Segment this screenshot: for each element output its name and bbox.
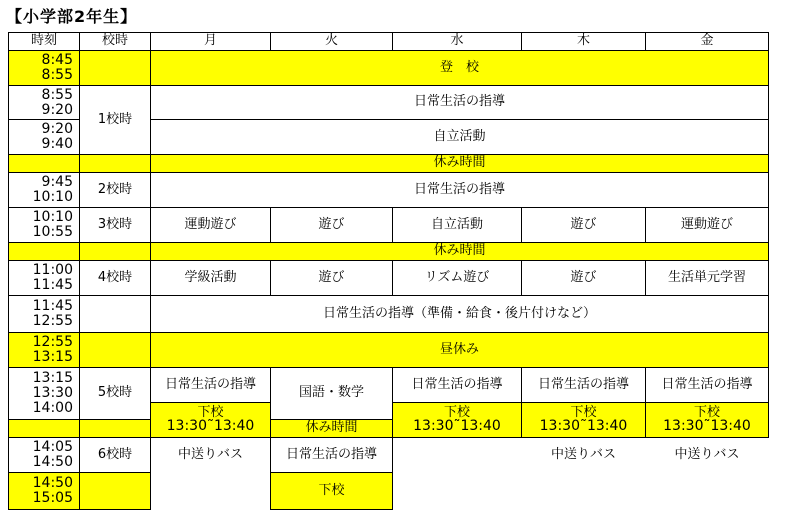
time-end: 8:55 [41, 67, 73, 83]
period-cell [79, 295, 151, 333]
period-label: 2校時 [79, 172, 151, 208]
fri-cell: 生活単元学習 [645, 260, 769, 296]
dismiss-time: 13:30˜13:40 [166, 418, 255, 435]
time-end: 15:05 [32, 490, 73, 506]
time-cell [8, 367, 80, 420]
time-end: 9:40 [41, 136, 73, 152]
fri-dismiss-cell [645, 402, 769, 438]
mon-cell: 運動遊び [150, 207, 271, 243]
wed-cell: リズム遊び [392, 260, 522, 296]
header-mon: 月 [150, 32, 271, 51]
period-cell [79, 50, 151, 86]
header-time: 時刻 [8, 32, 80, 51]
wed-cell: 自立活動 [392, 207, 522, 243]
time-cell [8, 295, 80, 333]
tue-dismiss-cell: 下校 [270, 472, 393, 510]
period-label: 1校時 [79, 85, 151, 155]
tue-cell: 遊び [270, 207, 393, 243]
time-end: 10:55 [32, 224, 73, 240]
break-time-cell [8, 419, 80, 438]
time-end: 12:55 [32, 313, 73, 329]
arrival-cell: 登 校 [150, 50, 769, 86]
dismiss-time: 13:30˜13:40 [663, 418, 751, 435]
time-start: 8:45 [41, 52, 73, 69]
thu-cell: 日常生活の指導 [521, 367, 646, 403]
tue-cell: 遊び [270, 260, 393, 296]
dismiss-label: 下校 [693, 404, 720, 420]
activity-cell: 自立活動 [150, 119, 769, 155]
time-cell [8, 332, 80, 368]
thu-cell: 遊び [521, 260, 646, 296]
tue-cell: 国語・数学 [270, 367, 393, 420]
mon-cell: 中送りバス [177, 446, 243, 462]
time-start: 9:45 [41, 174, 73, 191]
break-cell: 休み時間 [150, 154, 769, 173]
period-cell [79, 332, 151, 368]
time-end: 9:20 [41, 101, 73, 118]
time-start: 14:05 [32, 439, 73, 456]
time-start: 10:10 [32, 209, 73, 226]
header-fri: 金 [645, 32, 769, 51]
period-cell [79, 472, 151, 510]
time-cell [8, 172, 80, 208]
thu-cell: 遊び [521, 207, 646, 243]
time-start: 8:55 [41, 86, 73, 103]
thu-cell: 中送りバス [550, 446, 616, 462]
time-cell [8, 50, 80, 86]
header-tue: 火 [270, 32, 393, 51]
tue-cell: 日常生活の指導 [270, 437, 393, 473]
header-wed: 水 [392, 32, 522, 51]
break-period-cell [79, 154, 151, 173]
time-end: 10:10 [32, 189, 73, 205]
thu-dismiss-cell [521, 402, 646, 438]
time-cell [8, 85, 80, 120]
time-cell [8, 437, 80, 473]
time-start: 11:00 [32, 262, 73, 279]
wed-dismiss-cell [392, 402, 522, 438]
time-mid: 13:30 [32, 385, 73, 402]
time-end: 14:00 [32, 399, 73, 416]
time-cell [8, 207, 80, 243]
mon-cell: 日常生活の指導 [150, 367, 271, 403]
wed-cell: 日常生活の指導 [392, 367, 522, 403]
header-period: 校時 [79, 32, 151, 51]
time-cell [8, 119, 80, 155]
period-label: 3校時 [79, 207, 151, 243]
dismiss-label: 下校 [197, 404, 224, 420]
fri-cell: 運動遊び [645, 207, 769, 243]
break-time-cell [8, 154, 80, 173]
time-start: 14:50 [32, 475, 73, 492]
time-end: 14:50 [32, 454, 73, 470]
time-cell [8, 472, 80, 510]
time-cell [8, 260, 80, 296]
time-start: 12:55 [32, 334, 73, 351]
time-end: 13:15 [32, 349, 73, 365]
dismiss-time: 13:30˜13:40 [539, 418, 628, 435]
activity-cell: 日常生活の指導（準備・給食・後片付けなど） [150, 295, 769, 333]
lunch-break-cell: 昼休み [150, 332, 769, 368]
break-cell: 休み時間 [150, 242, 769, 261]
activity-cell: 日常生活の指導 [150, 85, 769, 120]
activity-cell: 日常生活の指導 [150, 172, 769, 208]
mon-cell: 学級活動 [150, 260, 271, 296]
fri-cell: 日常生活の指導 [645, 367, 769, 403]
break-time-cell [8, 242, 80, 261]
dismiss-label: 下校 [570, 404, 597, 420]
period-label: 4校時 [79, 260, 151, 296]
time-start: 9:20 [41, 121, 73, 138]
time-start: 13:15 [32, 370, 73, 387]
period-label: 5校時 [79, 367, 151, 420]
dismiss-time: 13:30˜13:40 [413, 418, 501, 435]
break-period-cell [79, 242, 151, 261]
tue-break-cell: 休み時間 [270, 419, 393, 438]
time-end: 11:45 [32, 277, 73, 293]
fri-cell: 中送りバス [674, 446, 740, 462]
break-period-cell [79, 419, 151, 438]
period-label: 6校時 [79, 437, 151, 473]
time-start: 11:45 [32, 298, 73, 315]
header-thu: 木 [521, 32, 646, 51]
dismiss-label: 下校 [443, 404, 470, 420]
page-title: 【小学部2年生】 [6, 7, 138, 26]
mon-dismiss-cell [150, 402, 271, 438]
